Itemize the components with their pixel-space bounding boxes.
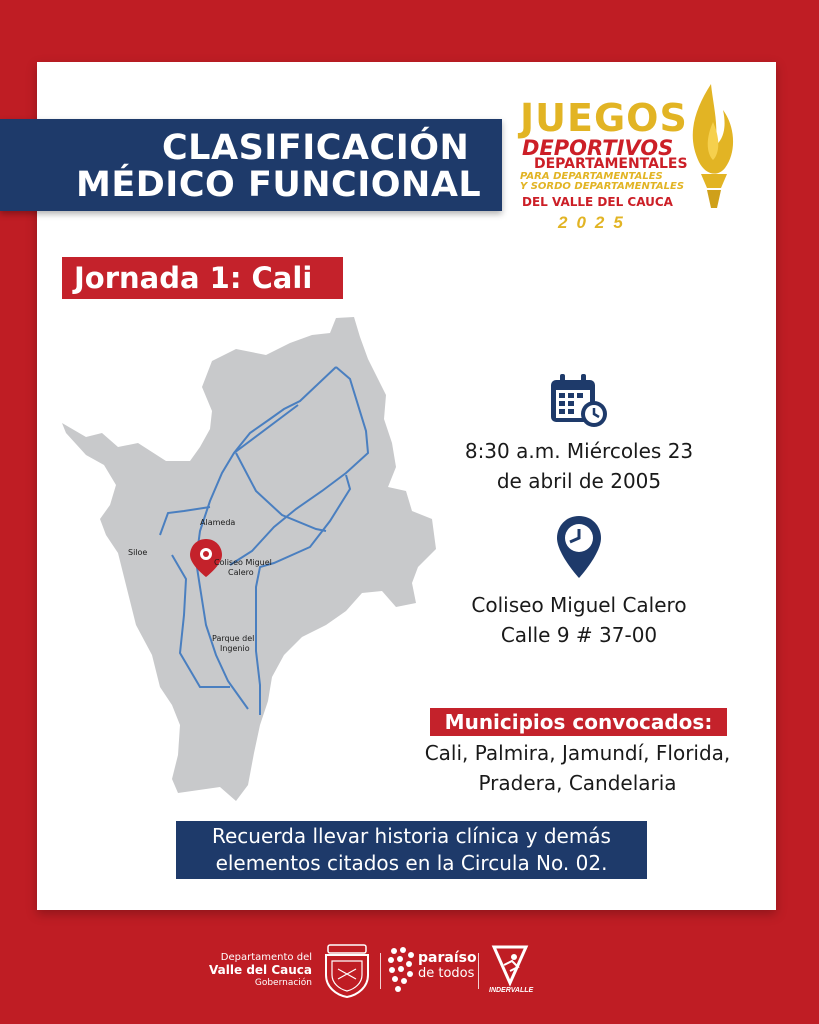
- logo-para-line1: PARA DEPARTAMENTALES: [520, 171, 663, 182]
- title-line-2: MÉDICO FUNCIONAL: [76, 165, 482, 205]
- paraiso-line1: paraíso: [418, 950, 477, 966]
- calendar-clock-icon: [548, 372, 610, 430]
- event-date: [440, 436, 718, 496]
- municipios-list: [390, 738, 765, 798]
- paraiso-flower-icon: [386, 945, 418, 995]
- municipios-line1: Cali, Palmira, Jamundí, Florida,: [424, 741, 731, 765]
- paraiso-line2: de todos: [418, 966, 475, 981]
- gob-line2: Valle del Cauca: [209, 963, 312, 977]
- event-date-line1: 8:30 a.m. Miércoles 23: [464, 439, 694, 463]
- indervalle-logo-icon: [490, 943, 530, 987]
- logo-valle: DEL VALLE DEL CAUCA: [522, 195, 673, 209]
- indervalle-text: INDERVALLE: [489, 987, 534, 994]
- torch-flame-icon: [683, 82, 743, 212]
- map-label-coliseo-2: Calero: [228, 568, 254, 577]
- logo-year: 2025: [558, 213, 632, 232]
- event-place: [440, 590, 718, 650]
- map-label-siloe: Siloe: [128, 548, 148, 557]
- coat-of-arms-icon: [318, 943, 376, 999]
- municipios-label: Municipios convocados:: [430, 708, 727, 736]
- map-label-parque-1: Parque del: [212, 634, 255, 643]
- event-place-line2: Calle 9 # 37-00: [500, 623, 658, 647]
- gob-line1: Departamento del: [220, 952, 312, 963]
- municipios-line2: Pradera, Candelaria: [478, 771, 677, 795]
- footer-divider: [478, 953, 479, 989]
- map-label-alameda: Alameda: [200, 518, 236, 527]
- logo-para: [520, 172, 684, 192]
- footer: [0, 935, 819, 1005]
- note-line1: Recuerda llevar historia clínica y demás: [212, 824, 611, 848]
- map-label-parque-2: Ingenio: [220, 644, 250, 653]
- title-line-1: CLASIFICACIÓN: [162, 128, 470, 168]
- event-place-line1: Coliseo Miguel Calero: [471, 593, 687, 617]
- note-line2: elementos citados en la Circula No. 02.: [215, 851, 608, 875]
- logo-juegos: JUEGOS: [520, 96, 688, 140]
- map-label-coliseo-1: Coliseo Miguel: [214, 558, 272, 567]
- logo-deportivos: DEPORTIVOS: [522, 136, 674, 160]
- cali-map: [60, 315, 440, 805]
- reminder-note: [176, 821, 647, 879]
- logo-para-line2: Y SORDO DEPARTAMENTALES: [520, 181, 685, 192]
- event-date-line2: de abril de 2005: [496, 469, 662, 493]
- gob-line3: Gobernación: [254, 978, 312, 988]
- footer-divider: [380, 953, 381, 989]
- jornada-label: Jornada 1: Cali: [62, 257, 343, 299]
- logo-departamentales: DEPARTAMENTALES: [534, 156, 688, 172]
- location-pin-icon: [554, 514, 604, 580]
